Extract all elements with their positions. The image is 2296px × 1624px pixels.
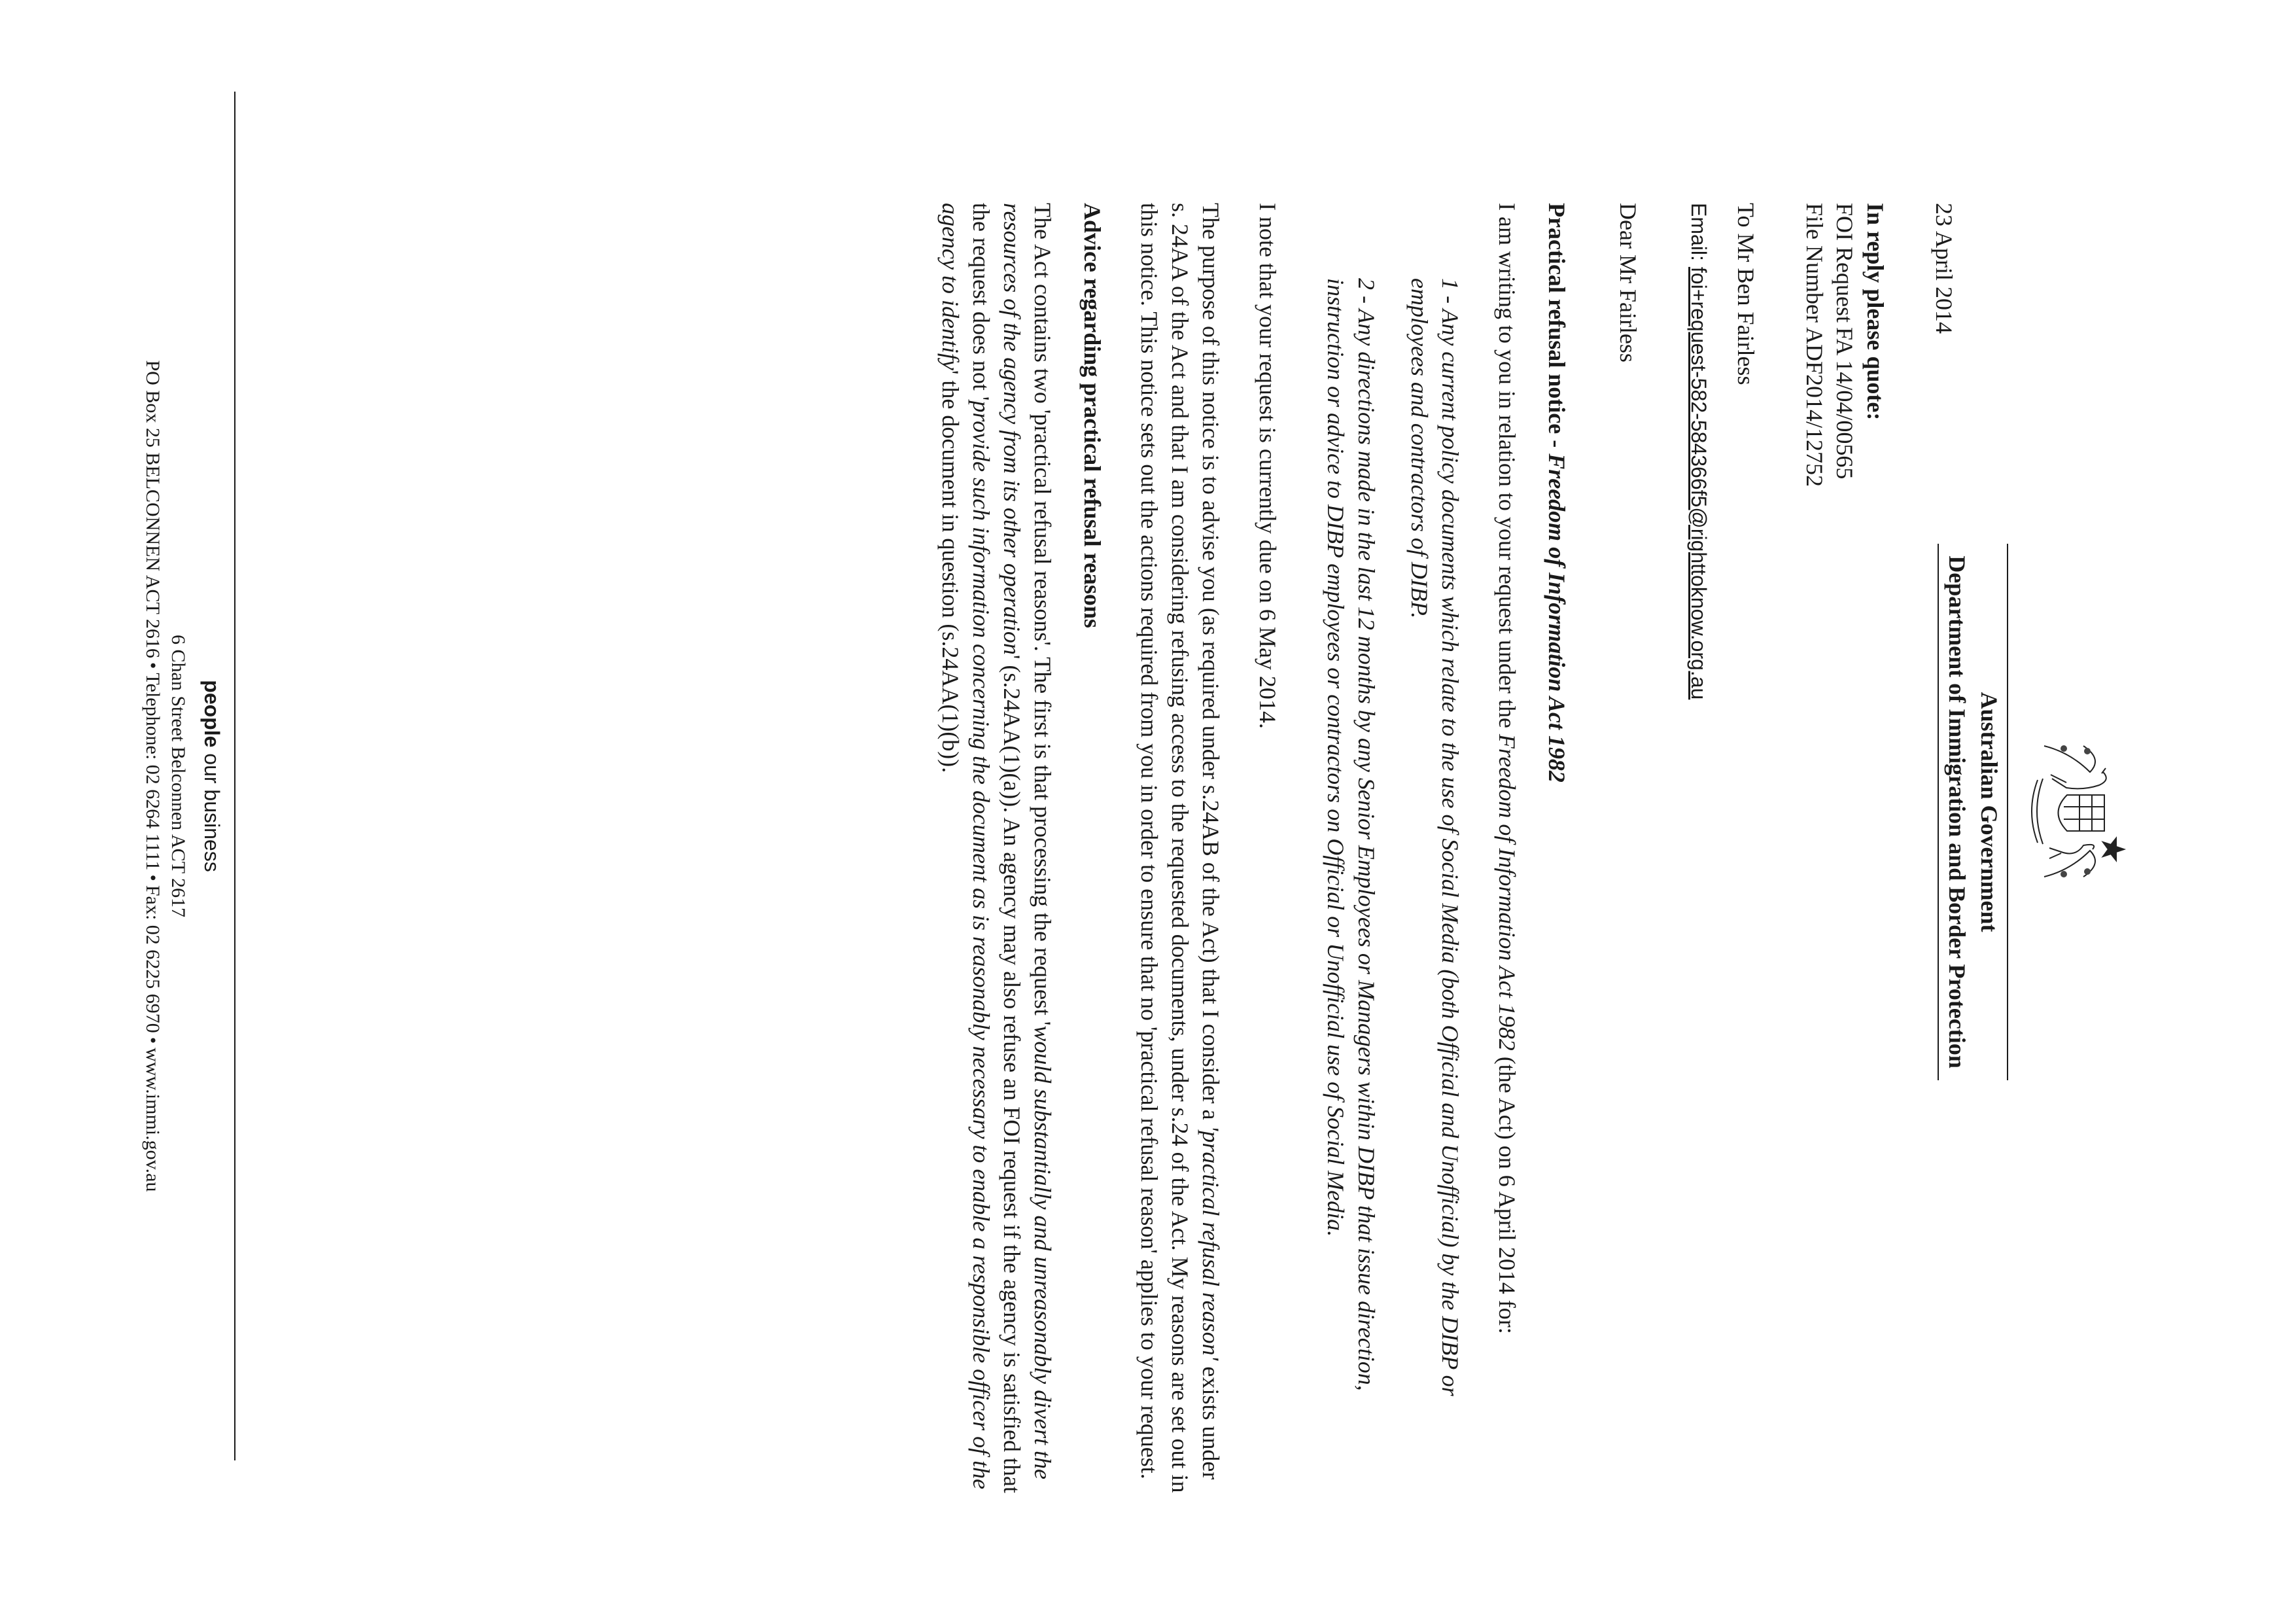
reply-heading: In reply please quote: — [1862, 203, 1889, 421]
purpose-text: The purpose of this notice is to advise you (as required under s.24AB of the Act) that I consider a — [1197, 203, 1224, 1126]
request-item-1: 1 - Any current policy documents which relate to the use of Social Media (both Official and Unofficial) by the DIBP or employees and contractors of DIBP. — [1406, 278, 1463, 1396]
advice-text-3: ' the document in question (s.24AA(1)(b)). — [937, 370, 964, 773]
header-rule-top — [2007, 544, 2008, 1080]
letter-body — [909, 203, 1959, 1498]
fax: Fax: 02 6225 6970 — [142, 885, 164, 1033]
bullet-separator-icon: • — [142, 662, 164, 669]
purpose-paragraph — [1134, 203, 1225, 1498]
reference-value: ADF2014/12752 — [1801, 327, 1828, 487]
department-name: Department of Immigration and Border Protection — [1943, 556, 1970, 1068]
advice-paragraph — [935, 203, 1057, 1498]
reference-row — [1799, 203, 1830, 1498]
advice-text-2: ' (s.24AA(1)(a)). An agency may also refuse an FOI request if the agency is satisfied that the request does not ' — [968, 203, 1025, 1493]
notice-heading — [1542, 203, 1573, 1498]
email-line — [1684, 203, 1714, 1498]
postal-address: PO Box 25 BELCONNEN ACT 2616 — [142, 360, 164, 658]
due-date-paragraph: I note that your request is currently due on 6 May 2014. — [1254, 203, 1281, 729]
reference-value: FA 14/04/00565 — [1832, 327, 1858, 480]
advice-quote-2: provide such information concerning the document as is reasonably necessary to enable a responsible officer of the agency to identify — [937, 203, 995, 1490]
coat-of-arms-icon — [2025, 733, 2129, 890]
street-address: 6 Chan Street Belconnen ACT 2617 — [167, 635, 190, 917]
footer-rule — [234, 92, 235, 1460]
advice-quote-1: would substantially and unreasonably divert the resources of the agency from its other operation — [998, 203, 1056, 1480]
bullet-separator-icon: • — [142, 874, 164, 881]
letter-date: 23 April 2014 — [1931, 203, 1957, 334]
intro-paragraph — [1491, 203, 1522, 1498]
purpose-emphasis: 'practical refusal reason' — [1197, 1125, 1224, 1361]
bullet-separator-icon: • — [142, 1036, 164, 1044]
intro-act-title: Freedom of Information Act 1982 — [1493, 733, 1520, 1051]
government-name: Australian Government — [1976, 692, 2002, 932]
email-label: Email: — [1687, 203, 1711, 261]
notice-heading-text: Practical refusal notice - — [1544, 203, 1571, 454]
website: www.immi.gov.au — [142, 1048, 164, 1192]
reference-label: File Number — [1801, 203, 1828, 323]
intro-text-end: (the Act) on 6 April 2014 for: — [1493, 1050, 1520, 1334]
email-link[interactable]: foi+request-582-584366f5@righttoknow.org.au — [1687, 266, 1711, 700]
purpose-text-end: exists under s. 24AA of the Act and that I am considering refusing access to the requested documents, under s.24 of the Act. My reasons are set out in this notice. This notice sets out the actions required from you in order to ensure that no 'practical refusal reason' applies to your request. — [1136, 203, 1224, 1493]
telephone: Telephone: 02 6264 1111 — [142, 673, 164, 871]
tagline-bold: people — [200, 680, 224, 748]
contact-line — [140, 92, 165, 1460]
tagline-rest: our business — [200, 747, 224, 872]
notice-heading-act: Freedom of Information Act 1982 — [1544, 453, 1571, 783]
advice-text-1: The Act contains two 'practical refusal reasons'. The first is that processing the request ' — [1029, 203, 1056, 1026]
recipient-line: To Mr Ben Fairless — [1732, 203, 1759, 385]
advice-heading: Advice regarding practical refusal reasons — [1079, 203, 1106, 628]
reference-label: FOI Request — [1832, 203, 1858, 323]
reference-row — [1830, 203, 1860, 1498]
intro-text: I am writing to you in relation to your request under the — [1493, 203, 1520, 734]
salutation: Dear Mr Fairless — [1615, 203, 1642, 362]
request-item-2: 2 - Any directions made in the last 12 months by any Senior Employees or Managers within DIBP that issue direction, instruction or advice to DIBP employees or contractors on Official or Unofficial use of Social Media. — [1323, 278, 1380, 1391]
letter-footer — [140, 92, 235, 1460]
tagline — [198, 92, 225, 1460]
